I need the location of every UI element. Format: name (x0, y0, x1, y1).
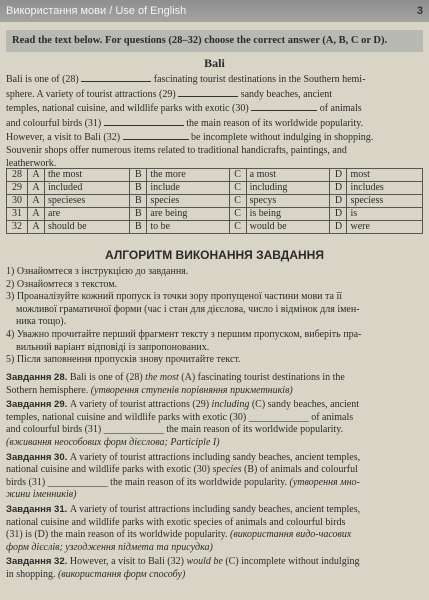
option-value: includes (347, 182, 423, 195)
task-text: temples, national cuisine and wildlife parks with exotic (30) ____________ of animals (6, 411, 354, 423)
algorithm-step: 1) Ознайомтеся з інструкцією до завдання. (6, 266, 189, 277)
algorithm-step: можливої граматичної форми (час і стан для дієслова, число і відмінок для імен- (6, 303, 360, 315)
task-block (6, 504, 423, 554)
option-value: specys (246, 195, 330, 208)
option-letter: A (28, 169, 45, 182)
task-line (6, 529, 423, 542)
algorithm-step: 5) Після заповнення пропусків знову прочитайте текст. (6, 354, 241, 366)
passage-text: Bali is one of (28) (6, 74, 79, 85)
option-letter: B (130, 195, 147, 208)
algorithm-step: вильний варіант відповіді із запропонованих. (6, 341, 210, 353)
option-value: are (45, 208, 130, 221)
task-text: A variety of tourist attractions (29) (69, 399, 212, 411)
task-note: (утворення мно- (289, 476, 360, 488)
passage-line (6, 116, 423, 131)
option-letter: A (28, 208, 45, 221)
answer-blank (123, 130, 189, 140)
options-table (6, 168, 423, 234)
passage-text: sphere. A variety of tourist attractions (29) (6, 88, 176, 100)
option-letter: B (130, 169, 147, 182)
task-label: Завдання 28. (6, 372, 70, 383)
task-note: (вживання неособових форм дієслова; Participle I) (6, 436, 220, 448)
page-header (0, 0, 429, 22)
option-value: a most (246, 169, 330, 182)
task-text: (A) fascinating tourist destinations in the (178, 372, 345, 383)
task-block (6, 399, 423, 449)
option-letter: D (330, 182, 347, 195)
task-line (6, 424, 423, 437)
task-instruction: Read the text below. For questions (28–32) choose the correct answer (A, B, C or D). (6, 30, 423, 52)
option-letter: B (130, 221, 147, 234)
task-block (6, 372, 423, 397)
task-line (6, 464, 423, 477)
option-value: speciess (347, 195, 423, 208)
option-value: the more (147, 169, 229, 182)
task-line (6, 437, 423, 450)
passage-line (6, 145, 423, 158)
task-note: жини іменників) (6, 489, 77, 501)
task-note: (використання видо-часових (230, 529, 352, 541)
task-line (6, 517, 423, 530)
task-note: would be (186, 556, 223, 568)
task-line (6, 385, 423, 398)
answer-blank (81, 72, 151, 82)
question-number: 30 (7, 195, 28, 208)
task-text: national cuisine and wildlife parks with exotic (30) (6, 464, 213, 476)
algorithm-steps (6, 266, 423, 367)
task-line (6, 569, 423, 582)
answer-blank (104, 116, 184, 126)
task-text: (B) of animals and colourful (241, 464, 358, 476)
task-note: (утворення ступенів порівняння прикметників) (90, 384, 293, 396)
task-line (6, 372, 423, 385)
task-note: the most (145, 372, 179, 383)
option-letter: C (229, 195, 246, 208)
task-label: Завдання 30. (6, 451, 70, 463)
option-value: including (246, 182, 330, 195)
task-text: and colourful birds (31) ____________ the main reason of its worldwide popularity. (6, 424, 344, 436)
option-letter: B (130, 182, 147, 195)
task-explanations (6, 372, 423, 584)
passage (6, 72, 423, 170)
answer-blank (178, 87, 238, 97)
task-line (6, 399, 423, 412)
passage-line (6, 72, 423, 87)
option-letter: D (330, 221, 347, 234)
task-note: including (211, 399, 250, 411)
option-value: were (347, 221, 423, 234)
option-letter: C (229, 221, 246, 234)
option-value: include (147, 182, 229, 195)
section-title: Використання мови / Use of English (6, 5, 187, 17)
option-letter: B (130, 208, 147, 221)
task-text: Sothern hemisphere. (6, 384, 91, 396)
option-letter: D (330, 169, 347, 182)
task-text: in shopping. (6, 568, 58, 580)
passage-text: However, a visit to Bali (32) (6, 132, 121, 144)
task-label: Завдання 31. (6, 503, 70, 515)
option-letter: C (229, 169, 246, 182)
question-number: 28 (7, 169, 28, 182)
task-text: A variety of tourist attractions including sandy beaches, ancient temples, (69, 503, 361, 515)
option-letter: A (28, 182, 45, 195)
passage-text: temples, national cuisine, and wildlife parks with exotic (30) (6, 103, 249, 115)
task-line (6, 556, 423, 569)
passage-text: be incomplete without indulging in shopping. (191, 132, 374, 144)
option-value: included (45, 182, 130, 195)
passage-line (6, 87, 423, 102)
task-text: However, a visit to Bali (32) (69, 556, 187, 568)
task-text: (31) is (D) the main reason of its worldwide popularity. (6, 529, 231, 541)
option-value: should be (45, 221, 130, 234)
passage-line (6, 101, 423, 116)
task-line (6, 477, 423, 490)
task-note: species (212, 464, 242, 476)
option-letter: D (330, 208, 347, 221)
text-title: Bali (204, 56, 225, 70)
option-row (7, 169, 423, 182)
task-text: birds (31) ____________ the main reason of its worldwide popularity. (6, 476, 290, 488)
option-value: most (347, 169, 423, 182)
option-letter: D (330, 195, 347, 208)
passage-text: fascinating tourist destinations in the Southern hemi- (153, 74, 366, 85)
task-text: (C) sandy beaches, ancient (249, 399, 360, 411)
task-block (6, 452, 423, 502)
passage-text: Souvenir shops offer numerous items related to traditional handicrafts, paintings, and (6, 144, 347, 156)
option-value: species (147, 195, 229, 208)
algorithm-step: ника тощо). (6, 316, 67, 328)
algorithm-step: 4) Уважно прочитайте перший фрагмент тексту з першим пропуском, виберіть пра- (6, 328, 362, 340)
option-letter: A (28, 221, 45, 234)
option-value: specieses (45, 195, 130, 208)
passage-text: sandy beaches, ancient (240, 88, 333, 100)
passage-text: the main reason of its worldwide popularity. (186, 117, 364, 129)
passage-text: and colourful birds (31) (6, 117, 102, 129)
option-row (7, 195, 423, 208)
question-number: 31 (7, 208, 28, 221)
task-line (6, 489, 423, 502)
option-row (7, 221, 423, 234)
task-text: (C) incomplete without indulging (222, 556, 360, 568)
task-line (6, 504, 423, 517)
passage-text: leatherwork. (6, 157, 57, 169)
option-value: is (347, 208, 423, 221)
option-row (7, 182, 423, 195)
option-value: to be (147, 221, 229, 234)
answer-blank (251, 101, 317, 111)
task-text: Bali is one of (28) (69, 372, 146, 383)
task-note: форм дієслів; узгодження підмета та присудка) (6, 541, 213, 553)
algorithm-step: 2) Ознайомтеся з текстом. (6, 278, 118, 290)
task-note: (використання форм способу) (57, 568, 186, 580)
page-number: 3 (416, 5, 423, 17)
question-number: 29 (7, 182, 28, 195)
passage-text: of animals (319, 103, 362, 115)
task-line (6, 542, 423, 555)
question-number: 32 (7, 221, 28, 234)
task-text: A variety of tourist attractions including sandy beaches, ancient temples, (69, 451, 361, 463)
algorithm-title: АЛГОРИТМ ВИКОНАННЯ ЗАВДАННЯ (105, 248, 324, 262)
option-value: is being (246, 208, 330, 221)
task-block (6, 556, 423, 581)
algorithm-step: 3) Проаналізуйте кожний пропуск із точки зору пропущеної частини мови та її (6, 291, 343, 303)
option-value: are being (147, 208, 229, 221)
option-letter: A (28, 195, 45, 208)
option-value: would be (246, 221, 330, 234)
option-letter: C (229, 182, 246, 195)
option-row (7, 208, 423, 221)
option-value: the most (45, 169, 130, 182)
task-label: Завдання 29. (6, 399, 70, 411)
task-line (6, 412, 423, 425)
task-text: national cuisine and wildlife parks with exotic species of animals and colourful birds (6, 516, 346, 528)
passage-line (6, 130, 423, 145)
task-label: Завдання 32. (6, 556, 70, 568)
task-line (6, 452, 423, 465)
option-letter: C (229, 208, 246, 221)
